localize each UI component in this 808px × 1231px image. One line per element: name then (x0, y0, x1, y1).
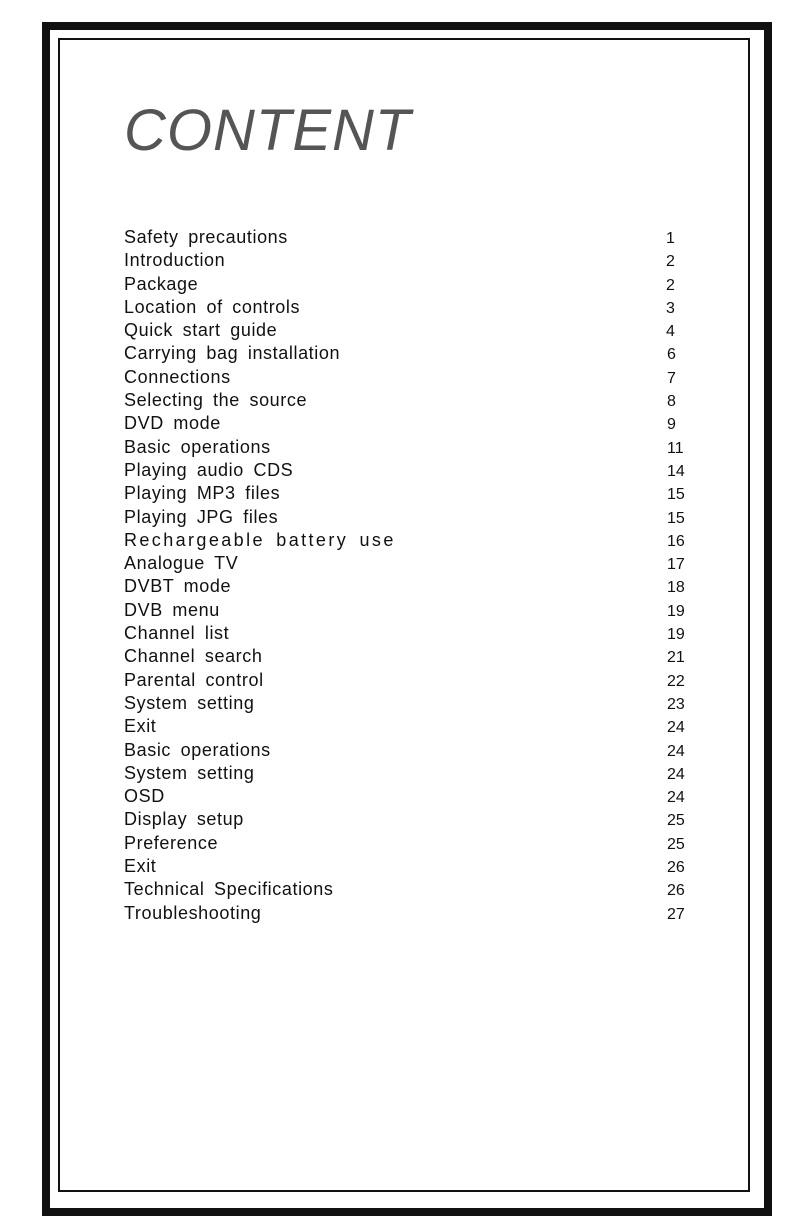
toc-entry-playing-audio-cds[interactable] (124, 459, 704, 482)
toc-entry-page: 9 (667, 416, 676, 434)
toc-entry-channel-search[interactable] (124, 645, 704, 668)
toc-entry-page: 4 (666, 323, 675, 341)
toc-entry-label: System setting (124, 692, 255, 713)
toc-entry-system-setting[interactable] (124, 692, 704, 715)
toc-entry-exit[interactable] (124, 715, 704, 738)
toc-entry-label: Exit (124, 856, 157, 877)
toc-entry-label: Exit (124, 716, 157, 737)
toc-entry-troubleshooting[interactable] (124, 902, 704, 925)
toc-entry-label: Basic operations (124, 436, 271, 457)
toc-entry-label: Quick start guide (124, 320, 278, 341)
toc-entry-label: System setting (124, 762, 255, 783)
toc-entry-page: 24 (667, 765, 685, 783)
toc-entry-page: 6 (667, 346, 676, 364)
toc-entry-display-setup[interactable] (124, 808, 704, 831)
page-title: CONTENT (124, 98, 412, 163)
toc-entry-rechargeable-battery-use[interactable] (124, 529, 704, 552)
toc-entry-page: 21 (667, 649, 685, 667)
toc-entry-dvbt-mode[interactable] (124, 575, 704, 598)
toc-entry-label: Technical Specifications (124, 879, 334, 900)
toc-entry-label: Location of controls (124, 296, 301, 317)
toc-entry-page: 14 (667, 462, 685, 480)
toc-entry-analogue-tv[interactable] (124, 552, 704, 575)
toc-entry-label: Safety precautions (124, 227, 288, 247)
table-of-contents (124, 226, 704, 925)
toc-entry-basic-operations-dvbt[interactable] (124, 739, 704, 762)
toc-entry-label: Playing audio CDS (124, 459, 294, 480)
toc-entry-label: Carrying bag installation (124, 343, 341, 364)
toc-entry-page: 27 (667, 905, 685, 923)
toc-entry-package[interactable] (124, 273, 704, 296)
toc-entry-label: Basic operations (124, 739, 271, 760)
toc-entry-page: 26 (667, 882, 685, 900)
toc-entry-label: Channel list (124, 623, 230, 644)
toc-entry-label: Rechargeable battery use (124, 529, 396, 550)
toc-entry-introduction[interactable] (124, 249, 704, 272)
toc-entry-exit-dvbt[interactable] (124, 855, 704, 878)
toc-entry-page: 15 (667, 486, 685, 504)
toc-entry-page: 23 (667, 695, 685, 713)
toc-entry-dvb-menu[interactable] (124, 599, 704, 622)
toc-entry-location-of-controls[interactable] (124, 296, 704, 319)
toc-entry-label: Package (124, 273, 199, 294)
toc-entry-page: 2 (666, 253, 675, 271)
toc-entry-label: Preference (124, 832, 219, 853)
toc-entry-page: 7 (667, 369, 676, 387)
toc-entry-page: 24 (667, 789, 685, 807)
toc-entry-label: Analogue TV (124, 553, 239, 574)
toc-entry-page: 22 (667, 672, 685, 690)
toc-entry-label: Channel search (124, 646, 263, 667)
toc-entry-label: Parental control (124, 669, 264, 690)
toc-entry-connections[interactable] (124, 366, 704, 389)
toc-entry-system-setting-dvbt[interactable] (124, 762, 704, 785)
toc-entry-page: 25 (667, 812, 685, 830)
toc-entry-carrying-bag-installation[interactable] (124, 342, 704, 365)
toc-entry-safety-precautions[interactable] (124, 226, 704, 249)
toc-entry-page: 19 (667, 602, 685, 620)
toc-entry-page: 25 (667, 835, 685, 853)
toc-entry-page: 16 (667, 532, 685, 550)
toc-entry-playing-jpg-files[interactable] (124, 506, 704, 529)
toc-entry-channel-list[interactable] (124, 622, 704, 645)
toc-entry-label: DVD mode (124, 413, 221, 434)
toc-entry-osd[interactable] (124, 785, 704, 808)
toc-entry-label: DVB menu (124, 599, 220, 620)
toc-entry-playing-mp3-files[interactable] (124, 482, 704, 505)
toc-entry-label: Troubleshooting (124, 902, 262, 923)
toc-entry-preference[interactable] (124, 832, 704, 855)
toc-entry-page: 3 (666, 299, 675, 317)
toc-entry-quick-start-guide[interactable] (124, 319, 704, 342)
toc-entry-parental-control[interactable] (124, 669, 704, 692)
toc-entry-label: Introduction (124, 250, 226, 271)
toc-entry-page: 17 (667, 556, 685, 574)
toc-entry-selecting-the-source[interactable] (124, 389, 704, 412)
toc-entry-label: DVBT mode (124, 576, 232, 597)
toc-entry-basic-operations[interactable] (124, 436, 704, 459)
toc-entry-page: 24 (667, 719, 685, 737)
toc-entry-page: 26 (667, 859, 685, 877)
toc-entry-dvd-mode[interactable] (124, 412, 704, 435)
toc-entry-page: 1 (666, 230, 675, 247)
toc-entry-page: 11 (667, 439, 684, 457)
toc-entry-technical-specifications[interactable] (124, 878, 704, 901)
toc-entry-label: Playing MP3 files (124, 483, 281, 504)
toc-entry-page: 15 (667, 509, 685, 527)
toc-entry-page: 8 (667, 393, 676, 411)
toc-entry-page: 19 (667, 626, 685, 644)
toc-entry-page: 2 (666, 276, 675, 294)
toc-entry-label: Connections (124, 366, 231, 387)
toc-entry-label: OSD (124, 786, 165, 807)
toc-entry-label: Playing JPG files (124, 506, 279, 527)
toc-entry-label: Display setup (124, 809, 244, 830)
toc-entry-page: 24 (667, 742, 685, 760)
toc-entry-label: Selecting the source (124, 390, 308, 411)
toc-entry-page: 18 (667, 579, 685, 597)
